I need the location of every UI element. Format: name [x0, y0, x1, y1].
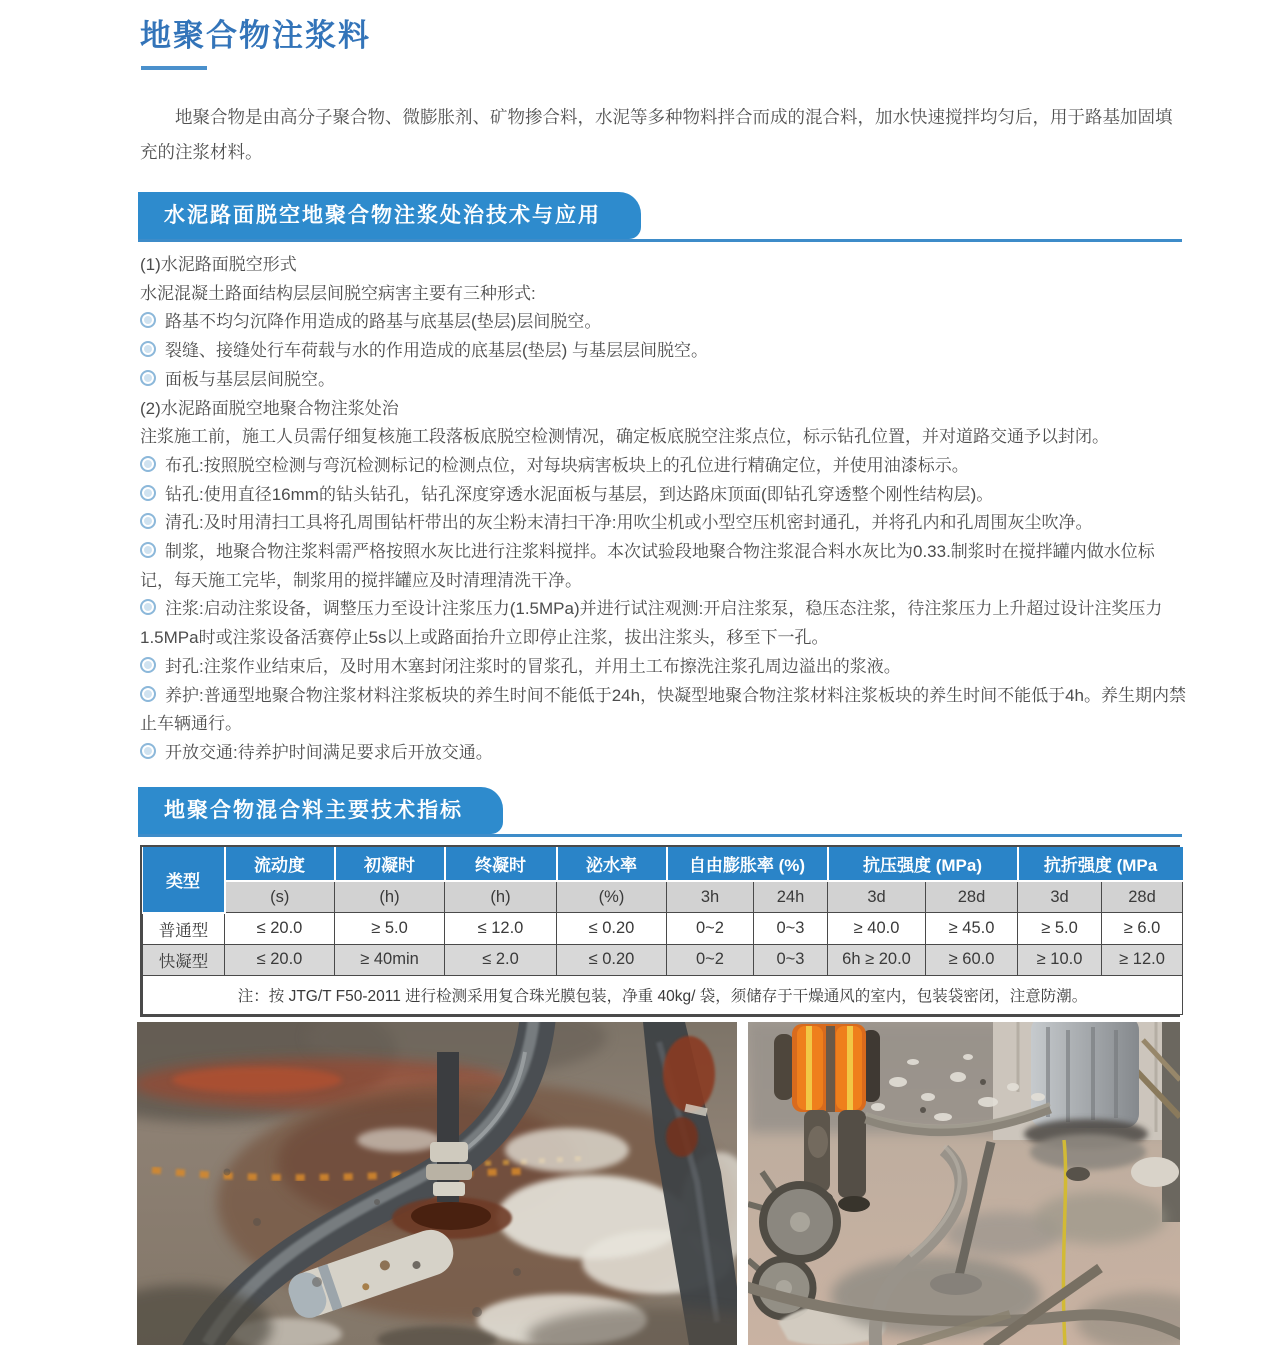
ring-bullet-icon — [140, 686, 156, 702]
col-header-type: 类型 — [143, 847, 225, 913]
list-item — [140, 595, 1186, 652]
list-item — [140, 366, 1186, 395]
photo-grouting-hole — [137, 1022, 737, 1345]
subheader-cell: (h) — [445, 881, 557, 913]
list-item — [140, 509, 1186, 538]
photo-grouting-hole-art — [137, 1022, 737, 1345]
subheader-cell: 3h — [667, 881, 754, 913]
value-cell: 0~2 — [667, 944, 754, 975]
subheader-cell: (s) — [225, 881, 335, 913]
subheader-cell: (h) — [335, 881, 445, 913]
row-type-cell: 普通型 — [143, 913, 225, 945]
col-header-compressive: 抗压强度 (MPa) — [828, 847, 1018, 881]
list-item — [140, 423, 1186, 452]
list-item — [140, 481, 1186, 510]
subheader-cell: 28d — [926, 881, 1018, 913]
list-item-text: 注浆:启动注浆设备，调整压力至设计注浆压力(1.5MPa)并进行试注观测:开启注浆泵，稳压态注浆，待注浆压力上升超过设计注奖压力1.5MPa时或注浆设备活赛停止5s以上或路面抬升立即停止注浆，拔出注浆头，移至下一孔。 — [140, 599, 1163, 648]
value-cell: 0~2 — [667, 913, 754, 945]
ring-bullet-icon — [140, 370, 156, 386]
list-item — [140, 682, 1186, 739]
value-cell: ≥ 6.0 — [1102, 913, 1183, 945]
value-cell: ≥ 5.0 — [335, 913, 445, 945]
value-cell: ≥ 10.0 — [1018, 944, 1102, 975]
spec-table — [142, 847, 1183, 1015]
table-note: 注：按 JTG/T F50-2011 进行检测采用复合珠光膜包装，净重 40kg/ 袋，须储存于干燥通风的室内，包装袋密闭，注意防潮。 — [143, 975, 1183, 1014]
col-header-bleeding: 泌水率 — [557, 847, 667, 881]
table-subheader-row — [143, 881, 1183, 913]
ring-bullet-icon — [140, 657, 156, 673]
list-item — [140, 280, 1186, 309]
list-item — [140, 653, 1186, 682]
ring-bullet-icon — [140, 312, 156, 328]
col-header-final-set: 终凝时 — [445, 847, 557, 881]
list-item-text: 封孔:注浆作业结束后，及时用木塞封闭注浆时的冒浆孔，并用土工布擦洗注浆孔周边溢出的浆液。 — [165, 656, 901, 676]
value-cell: ≤ 0.20 — [557, 913, 667, 945]
list-item — [140, 395, 1186, 424]
value-cell: 0~3 — [754, 913, 828, 945]
value-cell: ≤ 20.0 — [225, 944, 335, 975]
title-underline — [141, 66, 207, 70]
ring-bullet-icon — [140, 485, 156, 501]
list-item — [140, 739, 1186, 768]
ring-bullet-icon — [140, 599, 156, 615]
list-item-text: 水泥混凝土路面结构层层间脱空病害主要有三种形式: — [140, 283, 536, 303]
photo-grouting-site — [748, 1022, 1180, 1345]
value-cell: ≥ 60.0 — [926, 944, 1018, 975]
col-header-initial-set: 初凝时 — [335, 847, 445, 881]
list-item-text: (2)水泥路面脱空地聚合物注浆处治 — [140, 398, 399, 418]
row-type-cell: 快凝型 — [143, 944, 225, 975]
ring-bullet-icon — [140, 456, 156, 472]
list-item-text: 养护:普通型地聚合物注浆材料注浆板块的养生时间不能低于24h，快凝型地聚合物注浆材料注浆板块的养生时间不能低于4h。养生期内禁止车辆通行。 — [140, 685, 1186, 734]
list-item-text: 面板与基层层间脱空。 — [165, 369, 335, 389]
section2-heading: 地聚合物混合料主要技术指标 — [138, 787, 503, 834]
list-item-text: 路基不均匀沉降作用造成的路基与底基层(垫层)层间脱空。 — [165, 312, 602, 332]
procedure-list — [140, 251, 1186, 768]
list-item — [140, 452, 1186, 481]
ring-bullet-icon — [140, 513, 156, 529]
col-header-fluidity: 流动度 — [225, 847, 335, 881]
subheader-cell: (%) — [557, 881, 667, 913]
value-cell: ≥ 12.0 — [1102, 944, 1183, 975]
value-cell: ≥ 45.0 — [926, 913, 1018, 945]
list-item-text: 钻孔:使用直径16mm的钻头钻孔，钻孔深度穿透水泥面板与基层，到达路床顶面(即钻孔穿透整个刚性结构层)。 — [165, 484, 994, 504]
subheader-cell: 24h — [754, 881, 828, 913]
value-cell: ≥ 40min — [335, 944, 445, 975]
value-cell: ≤ 20.0 — [225, 913, 335, 945]
subheader-cell: 28d — [1102, 881, 1183, 913]
photo-grouting-site-art — [748, 1022, 1180, 1345]
table-row-ordinary — [143, 913, 1183, 945]
value-cell: 6h ≥ 20.0 — [828, 944, 926, 975]
ring-bullet-icon — [140, 743, 156, 759]
table-row-rapid — [143, 944, 1183, 975]
list-item-text: 制浆，地聚合物注浆料需严格按照水灰比进行注浆料搅拌。本次试验段地聚合物注浆混合料水灰比为0.33.制浆时在搅拌罐内做水位标记，每天施工完毕，制浆用的搅拌罐应及时清理清洗干净。 — [140, 542, 1155, 590]
value-cell: ≥ 40.0 — [828, 913, 926, 945]
value-cell: ≥ 5.0 — [1018, 913, 1102, 945]
list-item — [140, 538, 1186, 595]
table-note-row — [143, 975, 1183, 1014]
section1-banner — [138, 192, 1182, 242]
value-cell: ≤ 2.0 — [445, 944, 557, 975]
list-item-text: (1)水泥路面脱空形式 — [140, 255, 297, 274]
spec-table-wrap — [140, 845, 1180, 1017]
ring-bullet-icon — [140, 341, 156, 357]
list-item — [140, 308, 1186, 337]
table-group-header-row — [143, 847, 1183, 881]
value-cell: 0~3 — [754, 944, 828, 975]
list-item-text: 裂缝、接缝处行车荷载与水的作用造成的底基层(垫层) 与基层层间脱空。 — [165, 341, 709, 361]
section1-heading: 水泥路面脱空地聚合物注浆处治技术与应用 — [138, 192, 641, 239]
list-item-text: 布孔:按照脱空检测与弯沉检测标记的检测点位，对每块病害板块上的孔位进行精确定位，并使用油漆标示。 — [165, 455, 969, 475]
value-cell: ≤ 12.0 — [445, 913, 557, 945]
list-item — [140, 251, 1186, 280]
ring-bullet-icon — [140, 542, 156, 558]
list-item-text: 开放交通:待养护时间满足要求后开放交通。 — [165, 742, 493, 762]
intro-paragraph: 地聚合物是由高分子聚合物、微膨胀剂、矿物掺合料，水泥等多种物料拌合而成的混合料，加水快速搅拌均匀后，用于路基加固填充的注浆材料。 — [140, 107, 1173, 162]
list-item-text: 注浆施工前，施工人员需仔细复核施工段落板底脱空检测情况，确定板底脱空注浆点位，标示钻孔位置，并对道路交通予以封闭。 — [140, 427, 1109, 447]
value-cell: ≤ 0.20 — [557, 944, 667, 975]
list-item-text: 清孔:及时用清扫工具将孔周围钻杆带出的灰尘粉末清扫干净:用吹尘机或小型空压机密封通孔，并将孔内和孔周围灰尘吹净。 — [165, 513, 1093, 533]
subheader-cell: 3d — [1018, 881, 1102, 913]
subheader-cell: 3d — [828, 881, 926, 913]
section2-banner — [138, 787, 1182, 837]
page-title: 地聚合物注浆料 — [140, 18, 371, 53]
col-header-flexural: 抗折强度 (MPa — [1018, 847, 1183, 881]
list-item — [140, 337, 1186, 366]
col-header-expansion: 自由膨胀率 (%) — [667, 847, 828, 881]
